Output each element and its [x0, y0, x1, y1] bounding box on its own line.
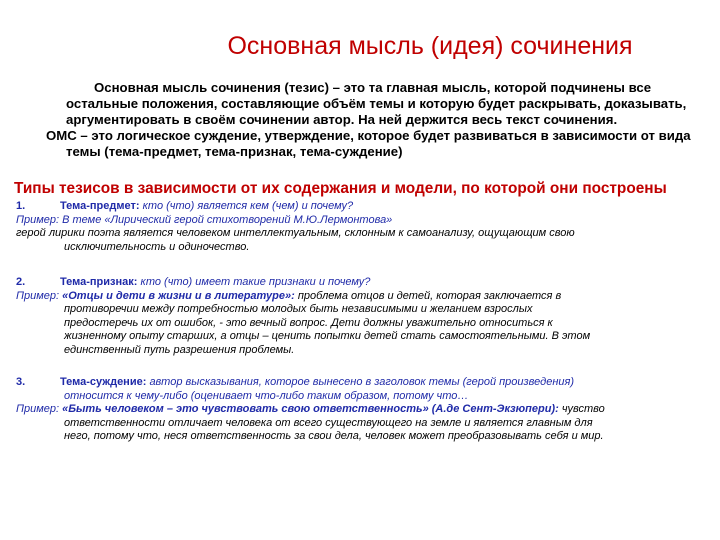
item-term: Тема-признак:	[60, 276, 138, 288]
example-text-line: единственный путь разрешения проблемы.	[64, 343, 295, 356]
example-text-line: проблема отцов и детей, которая заключается в	[297, 289, 562, 302]
item-number: 3.	[16, 376, 26, 388]
example-text-line: него, потому что, неся ответственность за свои дела, человек может преобразовывать себя и мир.	[64, 430, 604, 443]
thesis-type-item-subject	[16, 200, 708, 254]
slide-title: Основная мысль (идея) сочинения	[227, 32, 633, 60]
types-heading: Типы тезисов в зависимости от их содержания и модели, по которой они построены	[14, 180, 667, 197]
item-question: автор высказывания, которое вынесено в заголовок темы (герой произведения)	[149, 376, 575, 388]
thesis-type-item-attribute	[16, 276, 708, 358]
example-title: «Отцы и дети в жизни и в литературе»:	[62, 289, 295, 302]
thesis-type-item-judgment	[16, 376, 708, 444]
intro-oms-definition: ОМС – это логическое суждение, утверждение, которое будет развиваться в зависимости от вида темы (тема-предмет, тема-признак, тема-суждение)	[46, 128, 691, 159]
example-text-line: ответственности отличает человека от всего существующего на земле и является главным для	[64, 416, 593, 429]
intro-thesis-definition: Основная мысль сочинения (тезис) – это та главная мысль, которой подчинены все остальные положения, составляющие объём темы и которую будет раскрывать, доказывать, аргументировать в своём сочинении автор. На ней держится весь текст сочинения.	[66, 80, 687, 127]
item-term: Тема-предмет:	[60, 200, 140, 212]
example-label: Пример:	[16, 403, 60, 416]
item-number: 1.	[16, 200, 26, 212]
example-text-line: противоречии между потребностью молодых быть независимыми и желанием взрослых	[64, 303, 533, 316]
example-text-line: жизненному опыту старших, а отцы – ценить попытки детей стать самостоятельными. В этом	[64, 330, 591, 343]
example-label: Пример:	[16, 213, 60, 226]
example-title: «Быть человеком – это чувствовать свою ответственность»	[62, 403, 429, 416]
example-text-line: предостеречь их от ошибок, - это вечный вопрос. Дети должны уважительно относиться к	[64, 316, 553, 329]
example-author: (А.де Сент-Экзюпери):	[431, 403, 559, 416]
example-label: Пример:	[16, 289, 60, 302]
item-term: Тема-суждение:	[60, 376, 147, 388]
intro-block	[44, 80, 696, 160]
example-title: В теме «Лирический герой стихотворений М.Ю.Лермонтова»	[62, 213, 393, 226]
example-text-line: герой лирики поэта является человеком интеллектуальным, склонным к самоанализу, ощущающим свою	[16, 227, 575, 240]
example-text-line: исключительность и одиночество.	[64, 240, 250, 253]
item-question: кто (что) является кем (чем) и почему?	[142, 200, 354, 212]
example-text-line: чувство	[561, 403, 605, 416]
item-question-continued: относится к чему-либо (оценивает что-либо таким образом, потому что…	[64, 389, 469, 402]
item-question: кто (что) имеет такие признаки и почему?	[140, 276, 371, 288]
item-number: 2.	[16, 276, 26, 288]
